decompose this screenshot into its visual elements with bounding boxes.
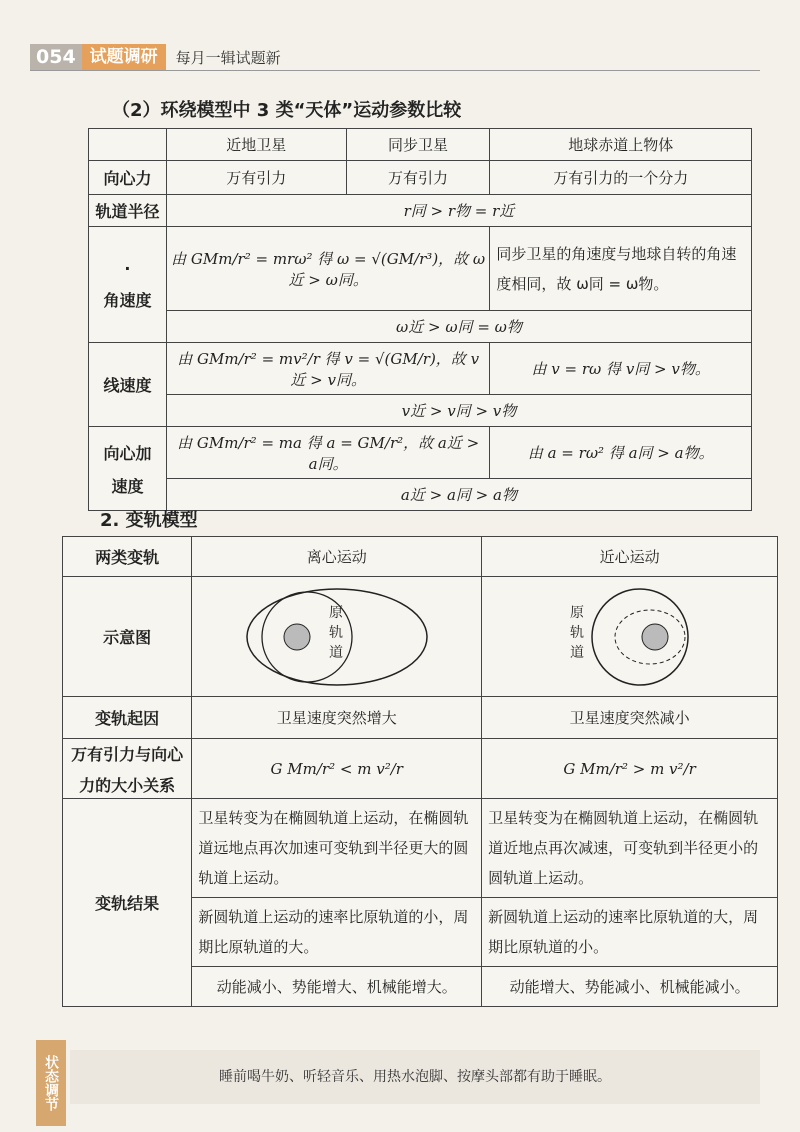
cell: 卫星转变为在椭圆轨道上运动，在椭圆轨道远地点再次加速可变轨到半径更大的圆轨道上运动。 [192, 799, 482, 898]
row-label: 变轨起因 [63, 697, 192, 739]
earth-icon [284, 624, 310, 650]
page-header [30, 44, 281, 70]
orbit-compare-table [88, 128, 752, 511]
part2-title: 2. 变轨模型 [100, 510, 198, 531]
accel-summary-text: a近 > a同 > a物 [400, 486, 517, 504]
radius-relation-text: r同 > r物 = r近 [403, 202, 515, 220]
row-label [63, 739, 192, 799]
omega-note: 同步卫星的角速度与地球自转的角速度相同，故 ω同 = ω物。 [490, 227, 752, 311]
velocity-note: 由 v = rω 得 v同 > v物。 [490, 343, 752, 395]
cell: 动能减小、势能增大、机械能增大。 [192, 967, 482, 1007]
series-label: 每月一辑试题新 [175, 48, 281, 67]
cell: 万有引力 [166, 161, 346, 195]
velocity-summary-text: v近 > v同 > v物 [401, 402, 517, 420]
section-label: 试题调研 [82, 44, 166, 70]
original-orbit [592, 589, 688, 685]
row-label: 示意图 [63, 577, 192, 697]
cell: 卫星速度突然增大 [192, 697, 482, 739]
orbit-char: 原 [569, 604, 584, 621]
accel-derivation [166, 427, 490, 479]
row-label: 线速度 [89, 343, 167, 427]
row-label: 变轨结果 [63, 799, 192, 1007]
radius-relation [166, 195, 751, 227]
cell: G Mm/r² > m v²/r [482, 739, 778, 799]
col-head: 近心运动 [482, 537, 778, 577]
velocity-derivation [166, 343, 490, 395]
omega-summary [166, 311, 751, 343]
orbit-char: 道 [569, 644, 584, 661]
centrifugal-diagram-cell [192, 577, 482, 697]
cell: 卫星转变为在椭圆轨道上运动，在椭圆轨道近地点再次减速，可变轨到半径更小的圆轨道上运动。 [482, 799, 778, 898]
relation-label-1: 万有引力与向心 [71, 744, 184, 764]
col-head: 两类变轨 [63, 537, 192, 577]
velocity-summary [166, 395, 751, 427]
part1-title: （2）环绕模型中 3 类“天体”运动参数比较 [112, 100, 462, 121]
footer-tab: 状态调节 [36, 1040, 66, 1126]
omega-derivation [166, 227, 490, 311]
col-head: 地球赤道上物体 [490, 129, 752, 161]
centripetal-diagram [500, 582, 760, 692]
omega-derivation-text: 由 GMm/r² = mrω² 得 ω = √(GM/r³)，故 ω近 > ω同。 [171, 249, 486, 289]
omega-summary-text: ω近 > ω同 = ω物 [395, 318, 522, 336]
omega-dot: · [124, 258, 131, 278]
cell: 新圆轨道上运动的速率比原轨道的小，周期比原轨道的大。 [192, 898, 482, 967]
orbit-transfer-table [62, 536, 778, 1007]
row-label [89, 427, 167, 511]
corner-cell [89, 129, 167, 161]
relation-label-2: 力的大小关系 [79, 775, 176, 795]
centrifugal-diagram [207, 582, 467, 692]
accel-summary [166, 479, 751, 511]
page-number: 054 [30, 44, 82, 70]
accel-derivation-text: 由 GMm/r² = ma 得 a = GM/r²，故 a近 > a同。 [177, 433, 480, 473]
cell: 万有引力的一个分力 [490, 161, 752, 195]
centripetal-diagram-cell [482, 577, 778, 697]
accel-note: 由 a = rω² 得 a同 > a物。 [490, 427, 752, 479]
cell: 新圆轨道上运动的速率比原轨道的大，周期比原轨道的小。 [482, 898, 778, 967]
row-label: 轨道半径 [89, 195, 167, 227]
earth-icon [642, 624, 668, 650]
omega-label: 角速度 [103, 290, 152, 310]
orbit-char: 道 [328, 644, 343, 661]
row-label: 向心力 [89, 161, 167, 195]
col-head: 同步卫星 [346, 129, 490, 161]
cell: 动能增大、势能减小、机械能减小。 [482, 967, 778, 1007]
accel-label-1: 向心加 [103, 443, 152, 463]
cell: G Mm/r² < m v²/r [192, 739, 482, 799]
cell: 万有引力 [346, 161, 490, 195]
cell: 卫星速度突然减小 [482, 697, 778, 739]
row-label [89, 227, 167, 343]
accel-label-2: 速度 [111, 476, 144, 496]
col-head: 离心运动 [192, 537, 482, 577]
orbit-char: 轨 [569, 624, 584, 641]
orbit-char: 轨 [328, 624, 343, 641]
footer-tip: 睡前喝牛奶、听轻音乐、用热水泡脚、按摩头部都有助于睡眠。 [70, 1050, 760, 1104]
col-head: 近地卫星 [166, 129, 346, 161]
velocity-derivation-text: 由 GMm/r² = mv²/r 得 v = √(GM/r)，故 v近 > v同。 [177, 349, 480, 389]
header-divider [30, 70, 760, 71]
orbit-char: 原 [328, 604, 343, 621]
